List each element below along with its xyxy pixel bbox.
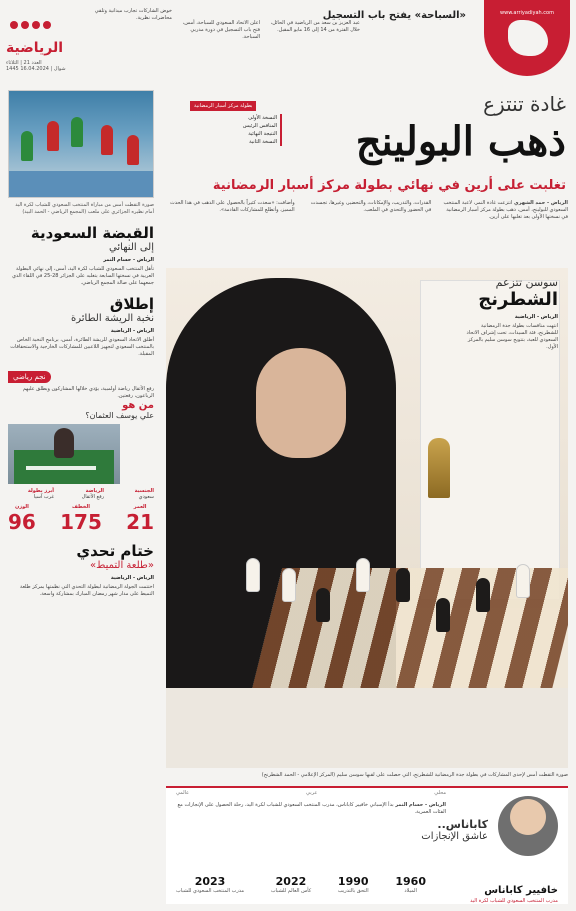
teaser-col-3: خوض الشاركات تجارب ميدانية وتلقي محاضرات نظرية. [94, 8, 172, 21]
big-stat-snatch: الخطف 175 [60, 504, 102, 534]
teaser-col-2: اعلن الاتحاد السعودي للسباحة، أمس، فتح باب التسجيل في دورة مدربي السباحة. [182, 20, 260, 40]
site-url: www.arriyadiyah.com [500, 10, 554, 16]
chess-inset [466, 276, 558, 351]
chess-body: انتهت منافسات بطولة جدة الرمضانية للشطرنج، فئة السيدات، تحت إشراف الاتحاد السعودي للعبة، بتتويج سوسن سليم بالمركز الأول. [466, 323, 558, 350]
stats-grid [8, 488, 154, 500]
chess-caption: صورة التقطت أمس لإحدى المشاركات في بطولة جدة الرمضانية للشطرنج، التي حصلت على لقبها سوسن سليم (المركز الإعلامي - الحمد الشطرنج) [261, 772, 568, 778]
big-stats [8, 504, 154, 534]
timeline [176, 875, 426, 894]
dots-icon [10, 14, 70, 30]
mini-tag: بطولة مركز أسبار الرمضانية [190, 101, 256, 111]
logo: الرياضية [6, 40, 64, 56]
timeline-item: 2023 مدرب المنتخب السعودي للشباب [176, 875, 245, 894]
story4-subhead: «طلعة التميط» [89, 560, 154, 571]
story3-question2: علي يوسف العثمان؟ [85, 411, 154, 420]
story4-body: اختتمت الجولة الرمضانية لبطولة التحدي التي نظمتها بمركز طلعة التميط على مدار شهر رمضان المبارك بمشاركة واسعة. [19, 584, 154, 597]
lead-col-1: الرياض - حمد الشهري انتزعت غادة النمر، لاعبة المنتخب السعودي للبولينج، أمس، ذهب بطولة مركز أسبار الرمضانية في نسختها الأولى بعد تغلبها على أرين. [443, 200, 568, 220]
athlete-photo [8, 424, 120, 484]
stat-0: الجنسية سعودي [134, 488, 154, 500]
main-tagline: غادة تنتزع [483, 92, 566, 116]
trophy-icon [428, 438, 450, 498]
coach-name: خافيير كاباناس [484, 885, 558, 896]
chess-tagline: سوسن تتزعم [495, 276, 558, 289]
timeline-item: 1960 الميلاد [395, 875, 426, 894]
main-deck: تغلبت على أرين في نهائي بطولة مركز أسبار الرمضانية [212, 178, 566, 193]
profile-body: الرياض - حسام النمر بدأ الإسباني خافيير كاباناس، مدرب المنتخب السعودي للشباب لكرة اليد، رحلة الحصول على الإنجازات مع الفئات العمرية. [177, 802, 446, 815]
profile-strip [166, 786, 568, 904]
story2-subhead: نخبة الريشة الطائرة [71, 313, 154, 324]
chess-headline: الشطرنج [478, 289, 558, 310]
map-badge [484, 0, 570, 76]
story4-headline: ختام تحدي [76, 542, 154, 560]
photo-caption: صورة التقطت أمس من مباراة المنتخب السعودي للشباب لكرة اليد أمام نظيره الجزائري على ملعب (المجمع الرياضي - الحمد البيد) [15, 202, 154, 215]
mini-list: النسخة الأولى المنافس الرئيس النتيجة النهائية النسخة الثانية [190, 114, 282, 146]
story1-headline: القبضة السعودية [30, 224, 154, 242]
story2-byline: الرياض - الرياضية [110, 328, 154, 334]
lead-col-2: القدرات، والتدريب، والإمكانات، والتحضير، وغيرها، تجسدت في الحضور والتحدي في الملعب. [310, 200, 432, 213]
stat-2: أبرز بطولة غرب آسيا [27, 488, 54, 500]
story3-intro: رفع الأثقال رياضة أولمبية، يؤدي خلالها المشاركون ويطلق عليهم الرباعون، رفعتين. [22, 386, 154, 399]
story3 [8, 364, 154, 534]
chess-byline: الرياض - الرياضية [514, 314, 558, 320]
stat-1: الرياضة رفع الأثقال [81, 488, 104, 500]
story4-byline: الرياض - الرياضية [110, 575, 154, 581]
lead-columns [166, 200, 568, 221]
teaser-headline: «السباحة» يفتح باب التسجيل [322, 10, 466, 21]
coach-role: مدرب المنتخب السعودي للشباب لكرة اليد [470, 898, 558, 904]
profile-columns: محلي عربي عالمي [176, 790, 446, 796]
story2-body: أطلق الاتحاد السعودي للريشة الطائرة، أمس، برنامج النخبة الخاص بالمنتخب السعودي لتجهيز اللاعبين للمشاركات الخارجية والاستحقاقات المقبلة. [10, 337, 154, 357]
big-stat-weight: الوزن 96 [8, 504, 36, 534]
teaser-col-1: عبد العزيز بن سعد من الرياضية في الحائل، خلال الفترة من 14 إلى 16 مايو المقبل. [270, 20, 360, 33]
masthead [0, 0, 576, 78]
story3-question: من هو [122, 400, 154, 411]
star-tag: نجم رياضي [8, 371, 51, 383]
story1-body: تأهل المنتخب السعودي للشباب لكرة اليد، أمس، إلى نهائي البطولة العربية في نسختها السابعة بتغلبه على الجزائر 28-25 في اللقاء الذي جمعهما على صالة المجمع الرياضي. [12, 266, 154, 286]
coach-photo [498, 796, 558, 856]
profile-title: كاباناس.. عاشق الإنجازات [421, 818, 488, 842]
logo-block [0, 4, 84, 74]
mini-box [190, 92, 282, 178]
saudi-map-icon [508, 20, 548, 56]
issue-line: العدد 21 | الثلاثاء 1445 شوال | 16.04.2024 [6, 60, 66, 72]
story2-headline: إطلاق [109, 295, 154, 313]
main-headline: ذهب البولينج [355, 118, 566, 165]
player-face [256, 348, 346, 458]
handball-photo [8, 90, 154, 198]
big-stat-age: العمر 21 [126, 504, 154, 534]
chess-photo [166, 268, 568, 768]
story1-subhead: إلى النهائي [109, 242, 154, 253]
timeline-item: 2022 كأس العالم للشباب [270, 875, 312, 894]
timeline-item: 1990 التحق بالتدريب [337, 875, 369, 894]
lead-col-3: وأضافت: «سعدت كثيراً بالحصول على الذهب في هذا الحدث المميز، وأتطلع للمشاركات القادمة». [170, 200, 295, 213]
sidebar [8, 90, 154, 902]
story1-byline: الرياض - حسام النمر [103, 257, 154, 263]
